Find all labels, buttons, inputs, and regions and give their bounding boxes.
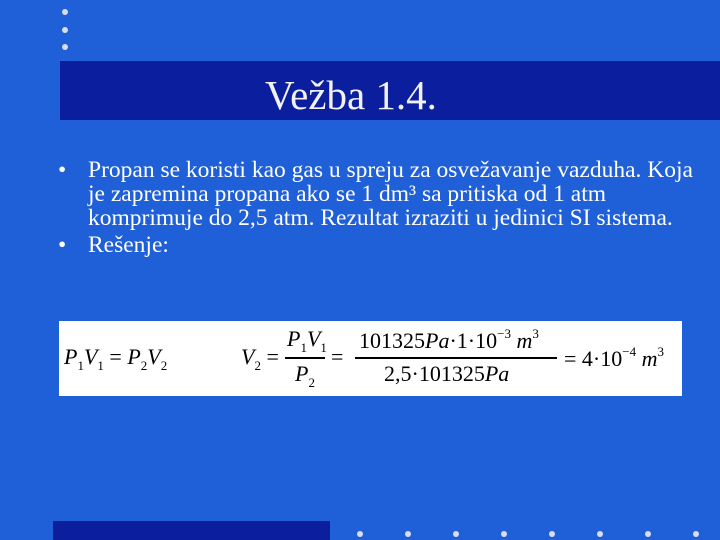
fraction-line xyxy=(355,357,557,359)
bullet-mark: • xyxy=(58,157,67,183)
fraction-numeric-numerator: $101325Pa\cdot 1\cdot 10^{-3}$ $m^3$ xyxy=(359,326,539,353)
fraction-line xyxy=(285,357,325,359)
result-lhs: $V_2$ = xyxy=(241,344,279,373)
formula-box xyxy=(59,321,682,396)
decor-dot xyxy=(501,531,507,537)
decor-dot xyxy=(62,44,68,50)
decor-dot xyxy=(693,531,699,537)
decor-dot xyxy=(405,531,411,537)
decor-dot xyxy=(645,531,651,537)
fraction-pv-denominator: $P_2$ xyxy=(295,361,315,390)
slide-title: Vežba 1.4. xyxy=(265,72,437,118)
decor-dot xyxy=(597,531,603,537)
bullet-text: Propan se koristi kao gas u spreju za osvežavanje vazduha. Koja je zapremina propana ako se 1 dm³ sa pritiska od 1 atm komprimuje do 2,5 atm. Rezultat izraziti u jedinici SI sistema. xyxy=(88,157,693,231)
bullet-item xyxy=(58,158,698,230)
decor-dot xyxy=(62,9,68,15)
bullet-text: Rešenje: xyxy=(88,232,169,258)
decor-dot xyxy=(549,531,555,537)
decor-dot xyxy=(62,27,68,33)
decor-dot xyxy=(453,531,459,537)
bullet-item xyxy=(58,233,698,257)
bullet-list xyxy=(58,158,698,260)
bottom-bar xyxy=(53,521,330,540)
boyle-equation: $P_1V_1 = P_2V_2$ xyxy=(64,344,168,373)
decor-dot xyxy=(357,531,363,537)
fraction-numeric-denominator: 2,5·101325Pa xyxy=(384,361,510,386)
fraction-pv-numerator: $P_1V_1$ xyxy=(287,326,327,355)
final-result: = $4\cdot 10^{-4}$ $m^3$ xyxy=(564,344,664,371)
bullet-mark: • xyxy=(58,232,67,258)
equals-sign: = xyxy=(331,344,344,369)
